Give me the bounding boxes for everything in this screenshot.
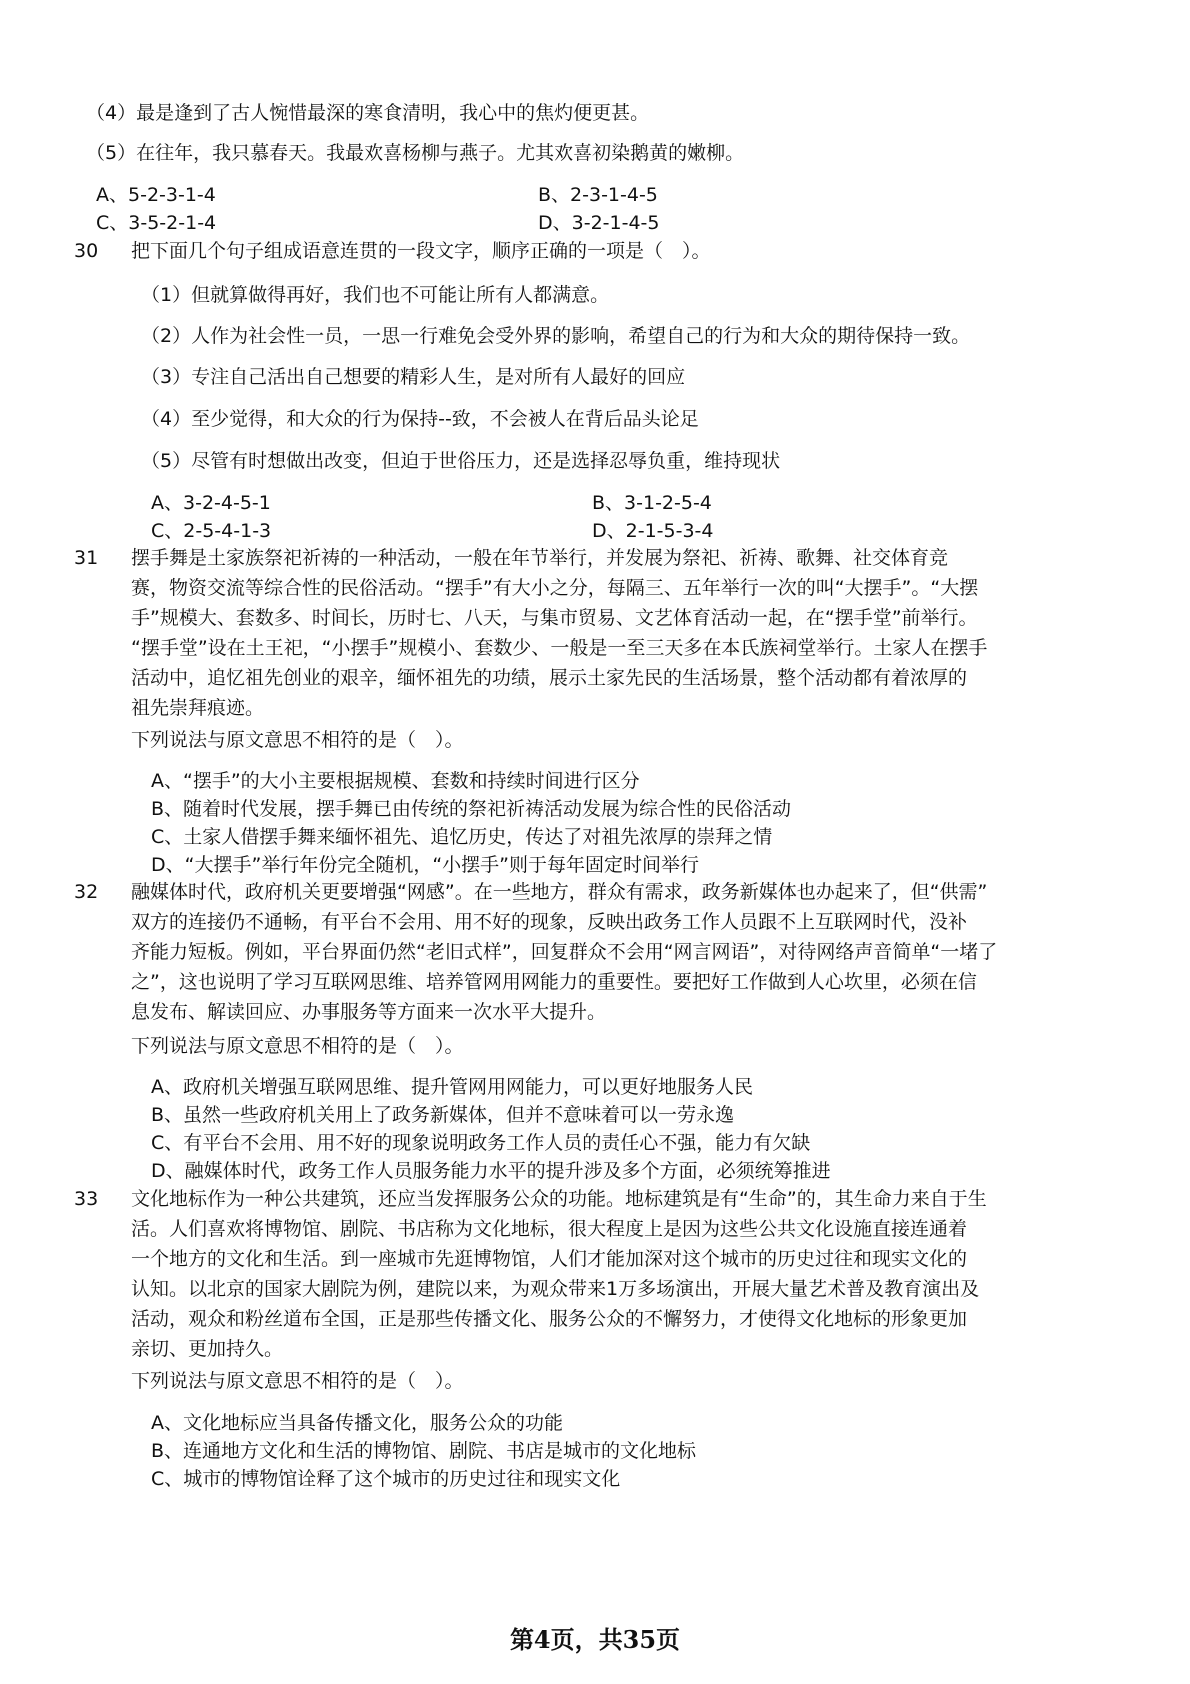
q32-passage-line: 双方的连接仍不通畅，有平台不会用、用不好的现象，反映出政务工作人员跟不上互联网时代，没补 (131, 911, 968, 933)
q29-option-a: A、5-2-3-1-4 (96, 184, 216, 206)
q31-passage-line: 手”规模大、套数多、时间长，历时七、八天，与集市贸易、文艺体育活动一起，在“摆手堂”前举行。 (131, 607, 978, 629)
q31-passage (131, 543, 987, 723)
q29-option-c: C、3-5-2-1-4 (96, 212, 217, 234)
q31-option-b: B、随着时代发展，摆手舞已由传统的祭祀祈祷活动发展为综合性的民俗活动 (151, 798, 792, 820)
q33-option-a: A、文化地标应当具备传播文化，服务公众的功能 (151, 1412, 563, 1434)
q29-item-5: （5）在往年，我只慕春天。我最欢喜杨柳与燕子。尤其欢喜初染鹅黄的嫩柳。 (86, 142, 745, 164)
page-footer: 第4页，共35页 (509, 1625, 681, 1654)
q32-option-a: A、政府机关增强互联网思维、提升管网用网能力，可以更好地服务人民 (151, 1076, 753, 1098)
q31-option-c: C、土家人借摆手舞来缅怀祖先、追忆历史，传达了对祖先浓厚的崇拜之情 (151, 826, 773, 848)
q30-number: 30 (74, 240, 99, 262)
q30-item-4: （4）至少觉得，和大众的行为保持--致，不会被人在背后品头论足 (141, 408, 699, 430)
q29-item-4: （4）最是逢到了古人惋惜最深的寒食清明，我心中的焦灼便更甚。 (86, 102, 650, 124)
q32-option-c: C、有平台不会用、用不好的现象说明政务工作人员的责任心不强，能力有欠缺 (151, 1132, 811, 1154)
q30-option-a: A、3-2-4-5-1 (151, 492, 271, 514)
q33-passage (131, 1184, 987, 1364)
q33-option-b: B、连通地方文化和生活的博物馆、剧院、书店是城市的文化地标 (151, 1440, 697, 1462)
q30-item-3: （3）专注自己活出自己想要的精彩人生，是对所有人最好的回应 (141, 366, 686, 388)
q32-question: 下列说法与原文意思不相符的是（ ）。 (131, 1035, 464, 1057)
q31-passage-line: “摆手堂”设在土王祀，“小摆手”规模小、套数少、一般是一至三天多在本氏族祠堂举行。土家人在摆手 (131, 637, 988, 659)
q33-passage-line: 一个地方的文化和生活。到一座城市先逛博物馆，人们才能加深对这个城市的历史过往和现实文化的 (131, 1248, 968, 1270)
q30-item-5: （5）尽管有时想做出改变，但迫于世俗压力，还是选择忍辱负重，维持现状 (141, 450, 781, 472)
q32-passage (131, 877, 997, 1027)
q31-passage-line: 活动中，追忆祖先创业的艰辛，缅怀祖先的功绩，展示土家先民的生活场景，整个活动都有着浓厚的 (131, 667, 968, 689)
q31-question: 下列说法与原文意思不相符的是（ ）。 (131, 729, 464, 751)
q32-option-d: D、融媒体时代，政务工作人员服务能力水平的提升涉及多个方面，必须统筹推进 (151, 1160, 831, 1182)
q31-passage-line: 祖先崇拜痕迹。 (131, 697, 265, 719)
q33-option-c: C、城市的博物馆诠释了这个城市的历史过往和现实文化 (151, 1468, 621, 1490)
q30-option-b: B、3-1-2-5-4 (592, 492, 712, 514)
q30-item-1: （1）但就算做得再好，我们也不可能让所有人都满意。 (141, 284, 610, 306)
q29-option-d: D、3-2-1-4-5 (538, 212, 660, 234)
q33-passage-line: 活。人们喜欢将博物馆、剧院、书店称为文化地标，很大程度上是因为这些公共文化设施直接连通着 (131, 1218, 968, 1240)
q29-option-b: B、2-3-1-4-5 (538, 184, 658, 206)
q33-number: 33 (74, 1188, 99, 1210)
q31-number: 31 (74, 547, 99, 569)
q30-item-2: （2）人作为社会性一员，一思一行难免会受外界的影响，希望自己的行为和大众的期待保持一致。 (141, 325, 971, 347)
q32-passage-line: 融媒体时代，政府机关更要增强“网感”。在一些地方，群众有需求，政务新媒体也办起来了，但“供需” (131, 881, 988, 903)
q33-passage-line: 认知。以北京的国家大剧院为例，建院以来，为观众带来1万多场演出，开展大量艺术普及教育演出及 (131, 1278, 980, 1300)
q30-option-d: D、2-1-5-3-4 (592, 520, 714, 542)
q32-number: 32 (74, 881, 99, 903)
q33-question: 下列说法与原文意思不相符的是（ ）。 (131, 1370, 464, 1392)
q33-passage-line: 文化地标作为一种公共建筑，还应当发挥服务公众的功能。地标建筑是有“生命”的，其生命力来自于生 (131, 1188, 987, 1210)
q32-passage-line: 息发布、解读回应、办事服务等方面来一次水平大提升。 (131, 1001, 607, 1023)
q30-stem: 把下面几个句子组成语意连贯的一段文字，顺序正确的一项是（ ）。 (131, 240, 711, 262)
q33-passage-line: 活动，观众和粉丝道布全国，正是那些传播文化、服务公众的不懈努力，才使得文化地标的形象更加 (131, 1308, 968, 1330)
q33-passage-line: 亲切、更加持久。 (131, 1338, 284, 1360)
q32-option-b: B、虽然一些政府机关用上了政务新媒体，但并不意味着可以一劳永逸 (151, 1104, 735, 1126)
q30-option-c: C、2-5-4-1-3 (151, 520, 272, 542)
q31-option-d: D、“大摆手”举行年份完全随机，“小摆手”则于每年固定时间举行 (151, 854, 700, 876)
q32-passage-line: 之”，这也说明了学习互联网思维、培养管网用网能力的重要性。要把好工作做到人心坎里，必须在信 (131, 971, 977, 993)
q31-passage-line: 赛，物资交流等综合性的民俗活动。“摆手”有大小之分，每隔三、五年举行一次的叫“大摆手”。“大摆 (131, 577, 979, 599)
q31-option-a: A、“摆手”的大小主要根据规模、套数和持续时间进行区分 (151, 770, 640, 792)
q31-passage-line: 摆手舞是土家族祭祀祈祷的一种活动，一般在年节举行，并发展为祭祀、祈祷、歌舞、社交体育竞 (131, 547, 949, 569)
q32-passage-line: 齐能力短板。例如，平台界面仍然“老旧式样”，回复群众不会用“网言网语”，对待网络声音简单“一堵了 (131, 941, 998, 963)
